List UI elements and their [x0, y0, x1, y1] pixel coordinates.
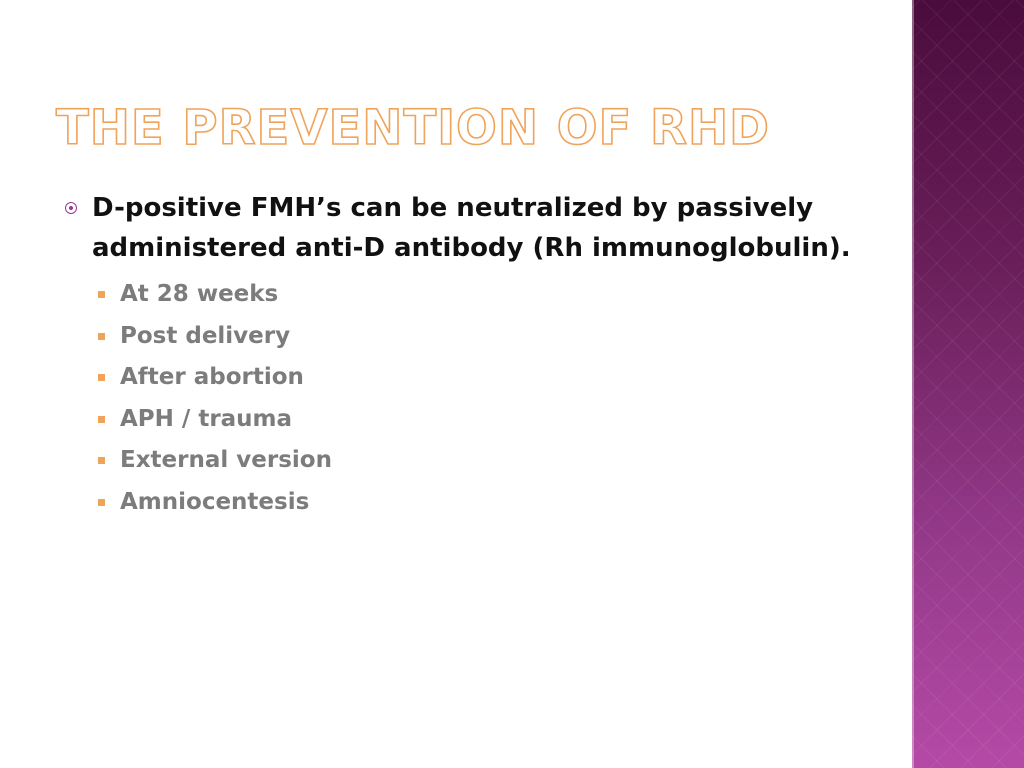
main-bullet-text: D-positive FMH’s can be neutralized by passively administered anti-D antibody (Rh immunoglobulin). — [92, 193, 851, 263]
square-bullet-icon — [98, 457, 105, 464]
sub-bullet-item — [98, 316, 882, 358]
sub-bullet-item — [98, 274, 882, 316]
sub-bullet-item — [98, 440, 882, 482]
slide-title: THE PREVENTION OF RHD — [56, 100, 771, 156]
sub-bullet-item — [98, 399, 882, 441]
slide-content — [62, 188, 882, 523]
sub-bullet-item — [98, 482, 882, 524]
sub-bullet-text: APH / trauma — [120, 405, 293, 432]
sub-bullet-text: Amniocentesis — [120, 488, 310, 515]
main-bullet — [62, 188, 882, 268]
square-bullet-icon — [98, 499, 105, 506]
sub-bullet-text: External version — [120, 447, 332, 473]
square-bullet-icon — [98, 333, 105, 340]
sub-bullet-text: Post delivery — [120, 322, 291, 349]
square-bullet-icon — [98, 291, 105, 298]
target-circle-icon — [65, 202, 77, 214]
decorative-side-band — [912, 0, 1024, 768]
square-bullet-icon — [98, 416, 105, 423]
square-bullet-icon — [98, 374, 105, 381]
sub-bullet-item — [98, 357, 882, 399]
sub-bullet-text: After abortion — [120, 364, 304, 390]
sub-bullet-text: At 28 weeks — [120, 281, 279, 307]
sub-bullet-list — [62, 274, 882, 523]
